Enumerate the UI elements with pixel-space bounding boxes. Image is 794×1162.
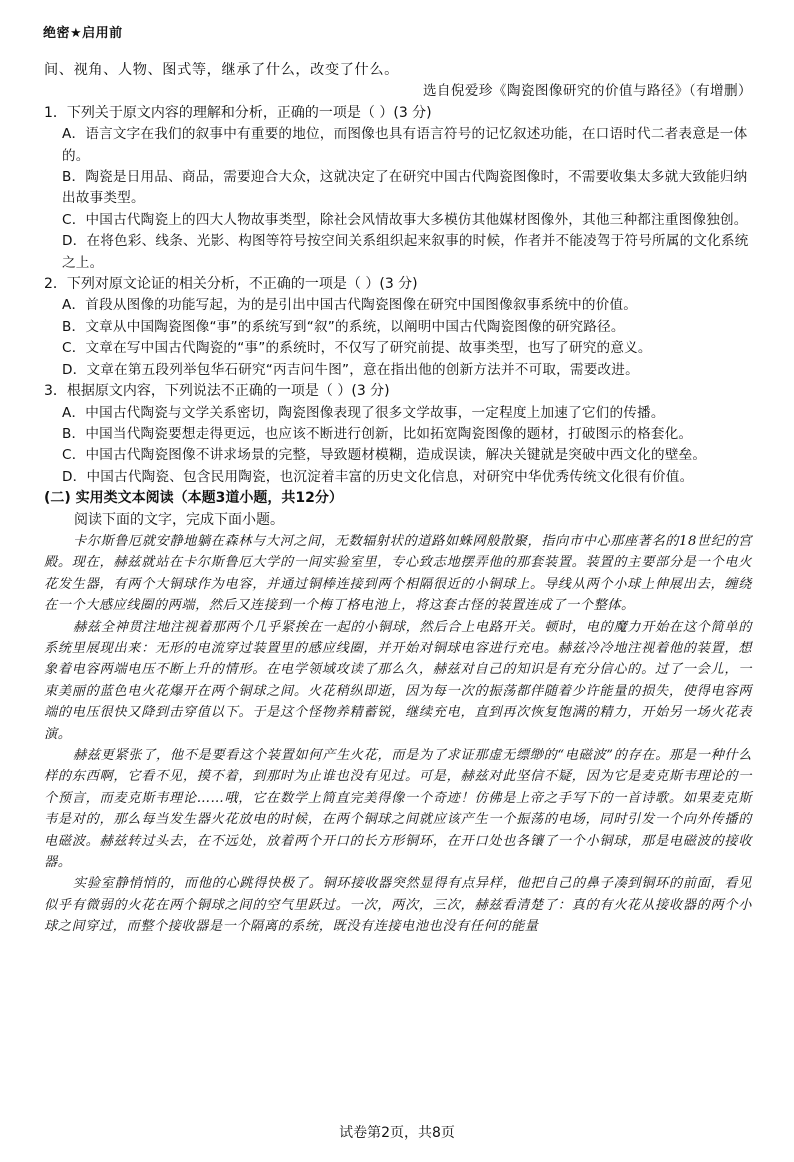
question-2 (44, 274, 752, 381)
option-b: B．中国当代陶瓷要想走得更远，也应该不断进行创新，比如拓宽陶瓷图像的题材，打破图示的格套化。 (62, 425, 693, 442)
option-d: D．在将色彩、线条、光影、构图等符号按空间关系组织起来叙事的时候，作者并不能凌驾于符号所属的文化系统之上。 (62, 233, 749, 271)
section-title: (二) 实用类文本阅读（本题3道小题，共12分） (44, 490, 343, 507)
article-paragraph: 赫兹全神贯注地注视着那两个几乎紧挨在一起的小铜球，然后合上电路开关。顿时，电的魔力开始在这个简单的系统里展现出来：无形的电流穿过装置里的感应线圈，并开始对铜球电容进行充电。赫兹冷冷地注视着他的装置，想象着电容两端电压不断上升的情形。在电学领域攻读了那么久，赫兹对自己的知识是有充分信心的。过了一会儿，一束美丽的蓝色电火花爆开在两个铜球之间。火花稍纵即逝，因为每一次的振荡都伴随着少许能量的损失，使得电容两端的电压很快又降到击穿值以下。于是这个怪物养精蓄锐，继续充电，直到再次恢复饱满的精力，开始另一场火花表演。 (44, 619, 752, 742)
question-stem: 2．下列对原文论证的相关分析，不正确的一项是（ ）(3 分) (44, 276, 418, 293)
option-c: C．中国古代陶瓷上的四大人物故事类型，除社会风情故事大多模仿其他媒材图像外，其他三种都注重图像独创。 (62, 211, 748, 228)
passage-tail-line: 间、视角、人物、图式等，继承了什么，改变了什么。 (44, 62, 399, 78)
article-paragraph: 卡尔斯鲁厄就安静地躺在森林与大河之间，无数辐射状的道路如蛛网般散聚，指向市中心那座著名的18世纪的宫殿。现在，赫兹就站在卡尔斯鲁厄大学的一间实验室里，专心致志地摆弄他的那套装置。装置的主要部分是一个电火花发生器，有两个大铜球作为电容，并通过铜棒连接到两个相隔很近的小铜球上。导线从两个小球上伸展出去，缠绕在一个大感应线圈的两端，然后又连接到一个梅丁格电池上，将这套古怪的装置连成了一个整体。 (44, 533, 752, 614)
confidential-mark: 绝密★启用前 (43, 26, 123, 41)
option-c: C．文章在写中国古代陶瓷的“事”的系统时，不仅写了研究前提、故事类型，也写了研究的意义。 (62, 340, 652, 357)
option-d: D．文章在第五段列举包华石研究“丙吉问牛图”，意在指出他的创新方法并不可取，需要改进。 (62, 361, 639, 378)
option-a: A．中国古代陶瓷与文学关系密切，陶瓷图像表现了很多文学故事，一定程度上加速了它们的传播。 (62, 404, 665, 421)
option-a: A．语言文字在我们的叙事中有重要的地位，而图像也具有语言符号的记忆叙述功能，在口语时代二者表意是一体的。 (62, 126, 748, 164)
page-number: 试卷第2页，共8页 (339, 1125, 455, 1141)
question-3 (44, 381, 752, 488)
article-paragraph: 实验室静悄悄的，而他的心跳得快极了。铜环接收器突然显得有点异样，他把自己的鼻子凑到铜环的前面，看见似乎有微弱的火花在两个铜球之间的空气里跃过。一次，两次，三次，赫兹看清楚了：真的有火花从接收器的两个小球之间穿过，而整个接收器是一个隔离的系统，既没有连接电池也没有任何的能量 (44, 876, 752, 935)
question-1 (44, 103, 752, 274)
option-b: B．文章从中国陶瓷图像“事”的系统写到“叙”的系统，以阐明中国古代陶瓷图像的研究路径。 (62, 318, 625, 335)
question-stem: 3．根据原文内容，下列说法不正确的一项是（ ）(3 分) (44, 383, 390, 400)
option-d: D．中国古代陶瓷、包含民用陶瓷，也沉淀着丰富的历史文化信息，对研究中华优秀传统文化很有价值。 (62, 468, 694, 485)
article-paragraph: 赫兹更紧张了，他不是要看这个装置如何产生火花，而是为了求证那虚无缥缈的“电磁波”的存在。那是一种什么样的东西啊，它看不见，摸不着，到那时为止谁也没有见过。可是，赫兹对此坚信不疑，因为它是麦克斯韦理论的一个预言，而麦克斯韦理论……哦，它在数学上简直完美得像一个奇迹！仿佛是上帝之手写下的一首诗歌。如果麦克斯韦是对的，那么每当发生器火花放电的时候，在两个铜球之间就应该产生一个振荡的电场，同时引发一个向外传播的电磁波。赫兹转过头去，在不远处，放着两个开口的长方形铜环，在开口处也各镶了一个小铜球，那是电磁波的接收器。 (44, 748, 752, 871)
passage-source: 选自倪爱珍《陶瓷图像研究的价值与路径》（有增删） (422, 83, 752, 100)
option-c: C．中国古代陶瓷图像不讲求场景的完整，导致题材模糊，造成误读，解决关键就是突破中西文化的壁垒。 (62, 447, 707, 464)
question-stem: 1．下列关于原文内容的理解和分析，正确的一项是（ ）(3 分) (44, 104, 432, 121)
option-a: A．首段从图像的功能写起，为的是引出中国古代陶瓷图像在研究中国图像叙事系统中的价值。 (62, 297, 638, 314)
option-b: B．陶瓷是日用品、商品，需要迎合大众，这就决定了在研究中国古代陶瓷图像时，不需要收集太多就大致能归纳出故事类型。 (62, 169, 748, 207)
section-instruction: 阅读下面的文字，完成下面小题。 (74, 511, 284, 528)
page-content (44, 60, 752, 938)
